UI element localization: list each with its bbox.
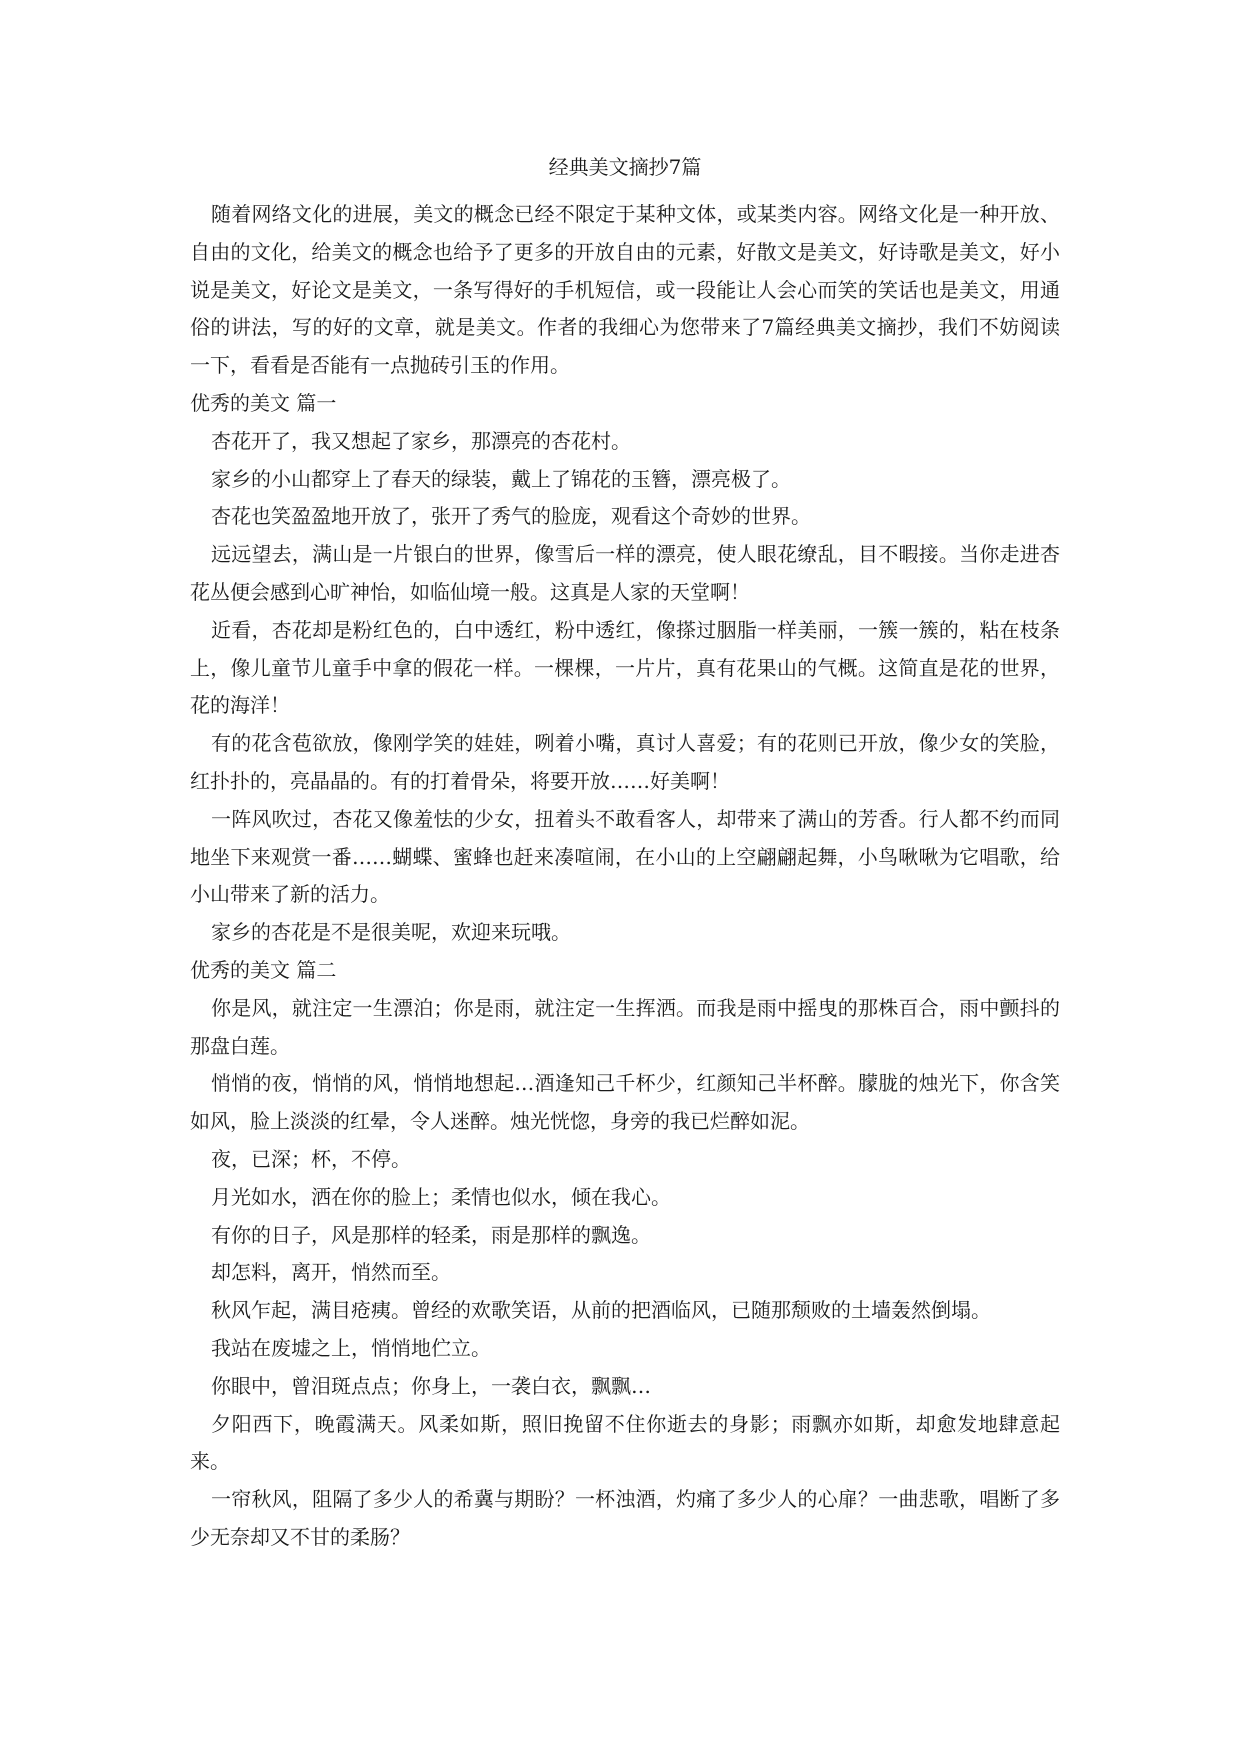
paragraph: 我站在废墟之上，悄悄地伫立。	[211, 1335, 491, 1360]
document-page	[190, 150, 1060, 1557]
paragraph: 夜，已深；杯，不停。	[211, 1146, 411, 1171]
paragraph: 你是风，就注定一生漂泊；你是雨，就注定一生挥洒。而我是雨中摇曳的那株百合，雨中颤抖的那盘白莲。	[190, 995, 1060, 1058]
paragraph: 却怎料，离开，悄然而至。	[211, 1260, 451, 1285]
paragraph: 你眼中，曾泪斑点点；你身上，一袭白衣，飘飘…	[211, 1373, 651, 1398]
paragraph: 远远望去，满山是一片银白的世界，像雪后一样的漂亮，使人眼花缭乱，目不暇接。当你走进杏花丛便会感到心旷神怡，如临仙境一般。这真是人家的天堂啊！	[190, 542, 1060, 604]
paragraph: 杏花开了，我又想起了家乡，那漂亮的杏花村。	[211, 428, 631, 453]
paragraph: 一帘秋风，阻隔了多少人的希冀与期盼？一杯浊酒，灼痛了多少人的心扉？一曲悲歌，唱断了多少无奈却又不甘的柔肠？	[190, 1487, 1060, 1549]
paragraph: 秋风乍起，满目疮痍。曾经的欢歌笑语，从前的把酒临风，已随那颓败的土墙轰然倒塌。	[211, 1298, 991, 1323]
paragraph: 近看，杏花却是粉红色的，白中透红，粉中透红，像搽过胭脂一样美丽，一簇一簇的，粘在枝条上，像儿童节儿童手中拿的假花一样。一棵棵，一片片，真有花果山的气概。这简直是花的世界，花的海洋！	[190, 617, 1060, 718]
section-heading-1: 优秀的美文 篇一	[190, 390, 337, 415]
paragraph: 杏花也笑盈盈地开放了，张开了秀气的脸庞，观看这个奇妙的世界。	[211, 504, 811, 529]
paragraph: 家乡的小山都穿上了春天的绿装，戴上了锦花的玉簪，漂亮极了。	[211, 466, 791, 491]
paragraph: 有的花含苞欲放，像刚学笑的娃娃，咧着小嘴，真讨人喜爱；有的花则已开放，像少女的笑脸，红扑扑的，亮晶晶的。有的打着骨朵，将要开放……好美啊！	[190, 731, 1060, 793]
document-title: 经典美文摘抄7篇	[548, 155, 702, 179]
paragraph: 有你的日子，风是那样的轻柔，雨是那样的飘逸。	[211, 1222, 651, 1247]
intro-paragraph: 随着网络文化的进展，美文的概念已经不限定于某种文体，或某类内容。网络文化是一种开放、自由的文化，给美文的概念也给予了更多的开放自由的元素，好散文是美文，好诗歌是美文，好小说是美文，好论文是美文，一条写得好的手机短信，或一段能让人会心而笑的笑话也是美文，用通俗的讲法，写的好的文章，就是美文。作者的我细心为您带来了7篇经典美文摘抄，我们不妨阅读一下，看看是否能有一点抛砖引玉的作用。	[190, 202, 1060, 378]
section-heading-2: 优秀的美文 篇二	[190, 957, 337, 982]
paragraph: 悄悄的夜，悄悄的风，悄悄地想起…酒逢知己千杯少，红颜知己半杯醉。朦胧的烛光下，你含笑如风，脸上淡淡的红晕，令人迷醉。烛光恍惚，身旁的我已烂醉如泥。	[190, 1071, 1060, 1134]
paragraph: 夕阳西下，晚霞满天。风柔如斯，照旧挽留不住你逝去的身影；雨飘亦如斯，却愈发地肆意起来。	[190, 1411, 1060, 1474]
paragraph: 家乡的杏花是不是很美呢，欢迎来玩哦。	[211, 920, 571, 945]
paragraph: 一阵风吹过，杏花又像羞怯的少女，扭着头不敢看客人，却带来了满山的芳香。行人都不约而同地坐下来观赏一番……蝴蝶、蜜蜂也赶来凑喧闹，在小山的上空翩翩起舞，小鸟啾啾为它唱歌，给小山带来了新的活力。	[190, 806, 1060, 907]
paragraph: 月光如水，洒在你的脸上；柔情也似水，倾在我心。	[211, 1184, 671, 1209]
